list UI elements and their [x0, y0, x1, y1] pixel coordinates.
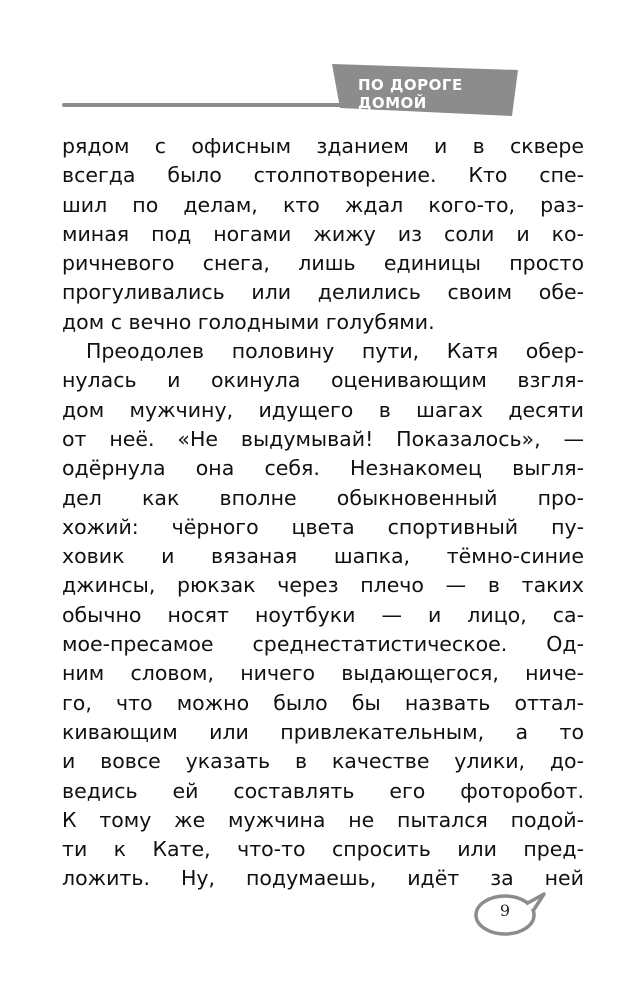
text-line: от неё. «Не выдумывай! Показалось», —: [62, 426, 584, 451]
text-line: дом с вечно голодными голубями.: [62, 309, 435, 334]
text-line: одёрнула она себя. Незнакомец выгля-: [62, 456, 584, 481]
text-line: дом мужчину, идущего в шагах десяти: [62, 397, 584, 422]
text-line: мое-пресамое среднестатистическое. Од-: [62, 632, 584, 657]
text-line: ти к Кате, что-то спросить или пред-: [62, 837, 584, 862]
text-line: ним словом, ничего выдающегося, ниче-: [62, 661, 584, 686]
text-line: ложить. Ну, подумаешь, идёт за ней: [62, 866, 584, 891]
text-line: ведись ей составлять его фоторобот.: [62, 778, 584, 803]
text-line: миная под ногами жижу из соли и ко-: [62, 221, 584, 246]
text-line: Преодолев половину пути, Катя обер-: [86, 339, 584, 364]
running-title: ПО ДОРОГЕ ДОМОЙ: [358, 76, 463, 112]
text-line: хожий: чёрного цвета спортивный пу-: [62, 514, 584, 539]
text-line: прогуливались или делились своим обе-: [62, 280, 584, 305]
text-line: и вовсе указать в качестве улики, до-: [62, 749, 584, 774]
body-text: [62, 132, 584, 894]
text-line: ричневого снега, лишь единицы просто: [62, 251, 584, 276]
text-line: всегда было столпотворение. Кто спе-: [62, 163, 584, 188]
header-rule: [62, 103, 352, 107]
page-number-bubble: [470, 884, 550, 944]
text-line: нулась и окинула оценивающим взгля-: [62, 368, 584, 393]
running-title-tag: [332, 64, 520, 116]
text-line: дел как вполне обыкновенный про-: [62, 485, 584, 510]
text-line: обычно носят ноутбуки — и лицо, са-: [62, 602, 584, 627]
text-line: джинсы, рюкзак через плечо — в таких: [62, 573, 584, 598]
page-number: 9: [499, 901, 511, 920]
text-line: кивающим или привлекательным, а то: [62, 719, 584, 744]
text-line: го, что можно было бы назвать оттал-: [62, 690, 584, 715]
text-line: ховик и вязаная шапка, тёмно-синие: [62, 544, 584, 569]
text-line: шил по делам, кто ждал кого-то, раз-: [62, 192, 584, 217]
text-line: рядом с офисным зданием и в сквере: [62, 134, 584, 158]
text-line: К тому же мужчина не пытался подой-: [62, 807, 584, 832]
